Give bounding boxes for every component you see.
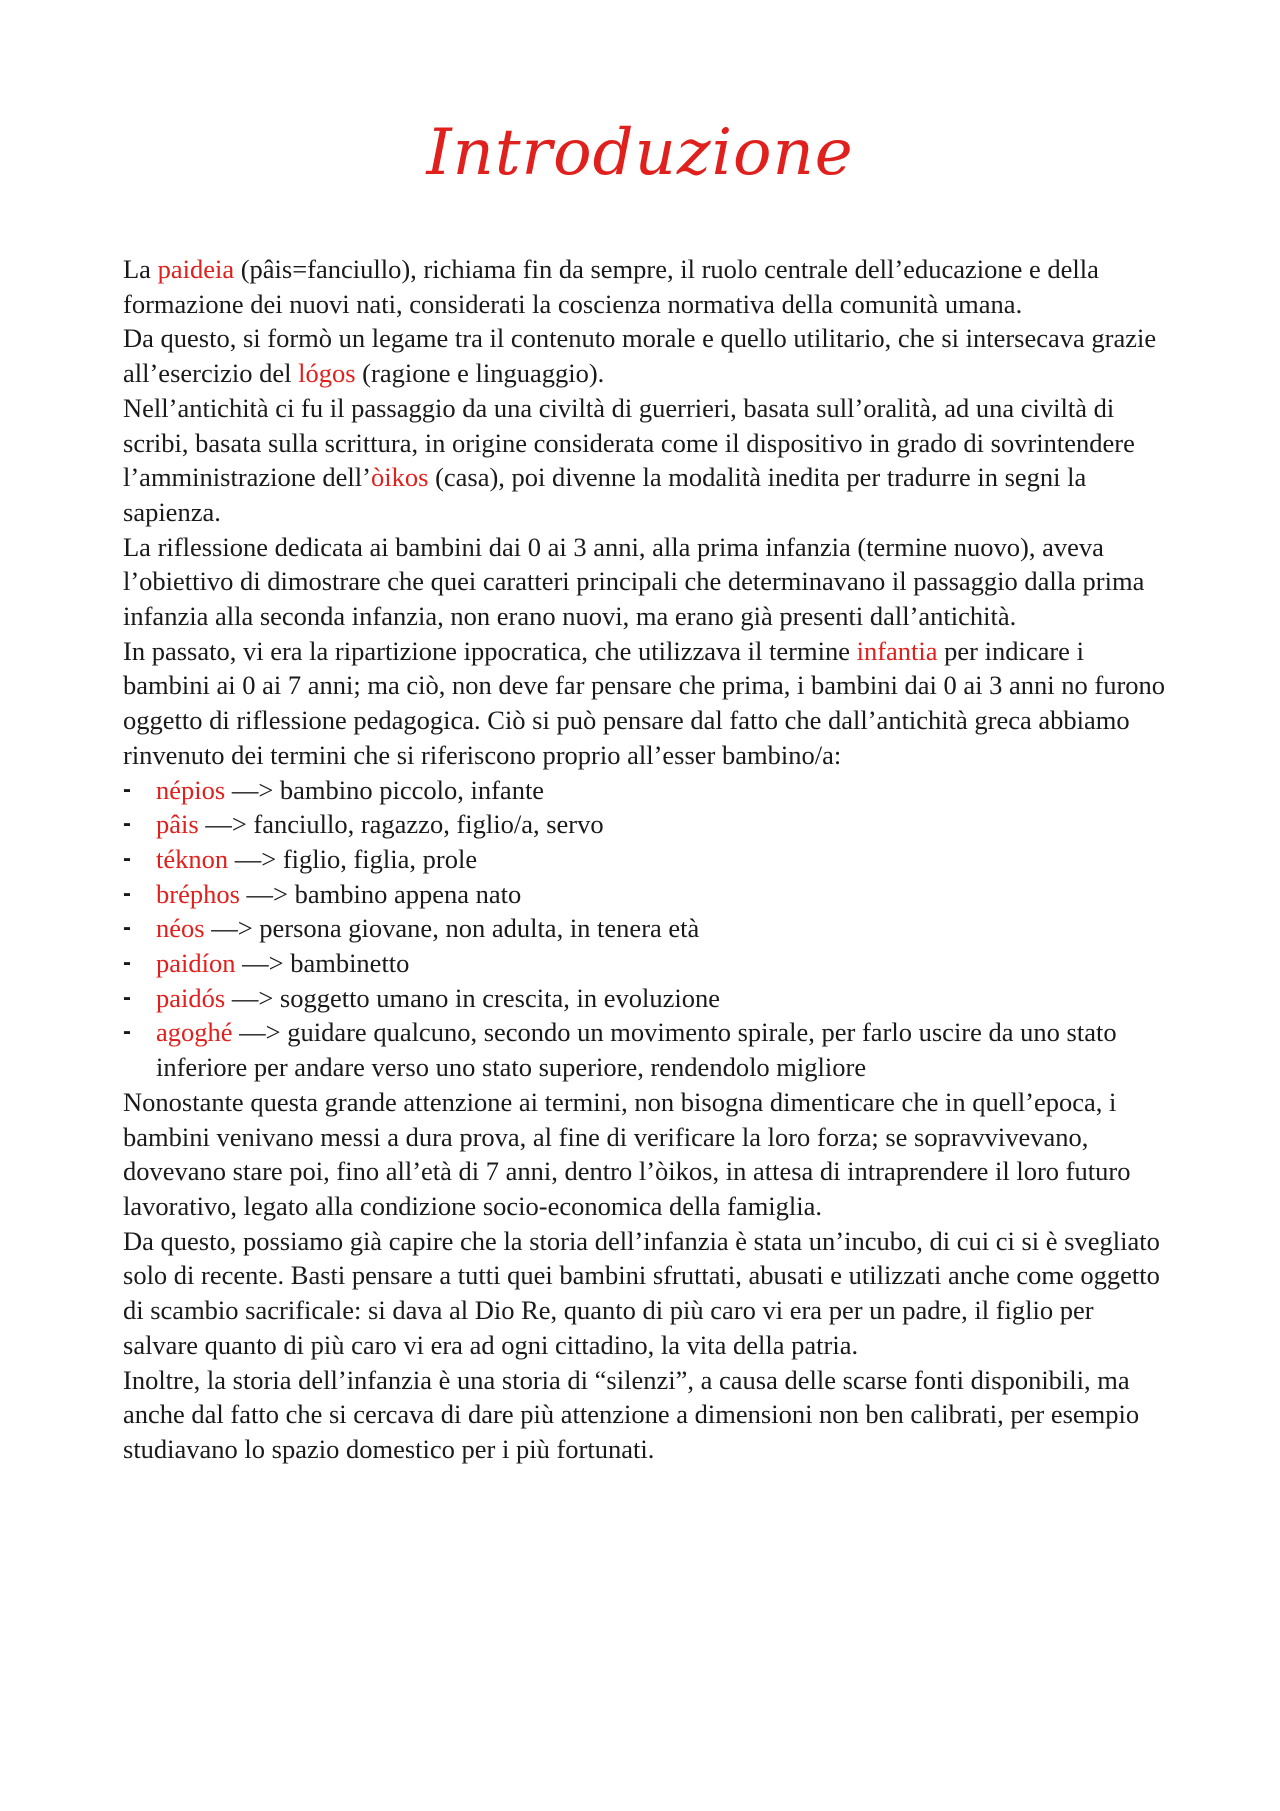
list-item <box>123 807 1168 842</box>
paragraph-prima-infanzia: La riflessione dedicata ai bambini dai 0 ai 3 anni, alla prima infanzia (termine nuovo), aveva l’obiettivo di dimostrare che quei caratteri principali che determinavano il passaggio dalla prima infanzia alla seconda infanzia, non erano nuovi, ma erano già presenti dall’antichità. <box>123 531 1145 632</box>
list-item <box>123 773 1168 808</box>
term-definition: —> persona giovane, non adulta, in tenera età <box>204 913 700 944</box>
list-item <box>123 911 1168 946</box>
greek-terms-list <box>123 773 1168 1085</box>
list-item <box>123 842 1168 877</box>
list-item <box>123 877 1168 912</box>
term-definition: —> bambino piccolo, infante <box>225 774 545 805</box>
bullet-dash: - <box>123 879 131 907</box>
greek-term: téknon <box>156 843 229 874</box>
page-title: Introduzione <box>426 116 854 190</box>
term-definition: —> bambinetto <box>235 948 410 979</box>
bullet-dash: - <box>123 1018 131 1046</box>
paragraph-paideia: La paideia (pâis=fanciullo), richiama fin da sempre, il ruolo centrale dell’educazione e della formazione dei nuovi nati, considerati la coscienza normativa della comunità umana. <box>123 254 1099 319</box>
greek-term: paidós <box>156 982 226 1013</box>
highlighted-term: lógos <box>298 358 356 389</box>
greek-term: népios <box>156 774 226 805</box>
term-definition: —> bambino appena nato <box>239 878 522 909</box>
paragraph-incubo: Da questo, possiamo già capire che la storia dell’infanzia è stata un’incubo, di cui ci si è svegliato solo di recente. Basti pensare a tutti quei bambini sfruttati, abusati e utilizzati anche come oggetto di scambio sacrificale: si dava al Dio Re, quanto di più caro vi era per un padre, il figlio per salvare quanto di più caro vi era ad ogni cittadino, la vita della patria. <box>123 1225 1160 1360</box>
highlighted-term: paideia <box>157 254 235 284</box>
greek-term: néos <box>156 913 205 944</box>
term-definition: —> fanciullo, ragazzo, figlio/a, servo <box>198 809 604 840</box>
paragraph-infantia: In passato, vi era la ripartizione ippocratica, che utilizzava il termine infantia per indicare i bambini ai 0 ai 7 anni; ma ciò, non deve far pensare che prima, i bambini dai 0 ai 3 anni no furono oggetto di riflessione pedagogica. Ciò si può pensare dal fatto che dall’antichità greca abbiamo rinvenuto dei termini che si riferiscono proprio all’esser bambino/a: <box>123 635 1166 770</box>
greek-term: paidíon <box>156 948 236 979</box>
document-body <box>123 252 1168 1467</box>
list-item <box>123 981 1168 1016</box>
term-definition: —> guidare qualcuno, secondo un movimento spirale, per farlo uscire da uno stato inferiore per andare verso uno stato superiore, rendendolo migliore <box>156 1017 1117 1083</box>
greek-term: agoghé <box>156 1017 233 1048</box>
bullet-dash: - <box>123 983 131 1011</box>
paragraph-oikos: Nell’antichità ci fu il passaggio da una civiltà di guerrieri, basata sull’oralità, ad una civiltà di scribi, basata sulla scrittura, in origine considerata come il dispositivo in grado di sovrintendere l’amministrazione dell’òikos (casa), poi divenne la modalità inedita per tradurre in segni la sapienza. <box>123 392 1135 527</box>
term-definition: —> figlio, figlia, prole <box>228 843 478 874</box>
greek-term: bréphos <box>156 878 240 909</box>
paragraph-silenzi: Inoltre, la storia dell’infanzia è una storia di “silenzi”, a causa delle scarse fonti disponibili, ma anche dal fatto che si cercava di dare più attenzione a dimensioni non ben calibrati, per esempio studiavano lo spazio domestico per i più fortunati. <box>123 1364 1140 1464</box>
bullet-dash: - <box>123 914 131 942</box>
list-item <box>123 1015 1168 1084</box>
term-definition: —> soggetto umano in crescita, in evoluzione <box>225 982 720 1013</box>
bullet-dash: - <box>123 775 131 803</box>
bullet-dash: - <box>123 810 131 838</box>
paragraph-prova: Nonostante questa grande attenzione ai termini, non bisogna dimenticare che in quell’epoca, i bambini venivano messi a dura prova, al fine di verificare la loro forza; se sopravvivevano, dovevano stare poi, fino all’età di 7 anni, dentro l’òikos, in attesa di intraprendere il loro futuro lavorativo, legato alla condizione socio-economica della famiglia. <box>123 1086 1131 1221</box>
bullet-dash: - <box>123 844 131 872</box>
greek-term: pâis <box>156 809 199 840</box>
highlighted-term: òikos <box>371 462 429 493</box>
list-item <box>123 946 1168 981</box>
paragraph-logos: Da questo, si formò un legame tra il contenuto morale e quello utilitario, che si intersecava grazie all’esercizio del lógos (ragione e linguaggio). <box>123 323 1157 389</box>
bullet-dash: - <box>123 949 131 977</box>
highlighted-term: infantia <box>856 635 938 666</box>
